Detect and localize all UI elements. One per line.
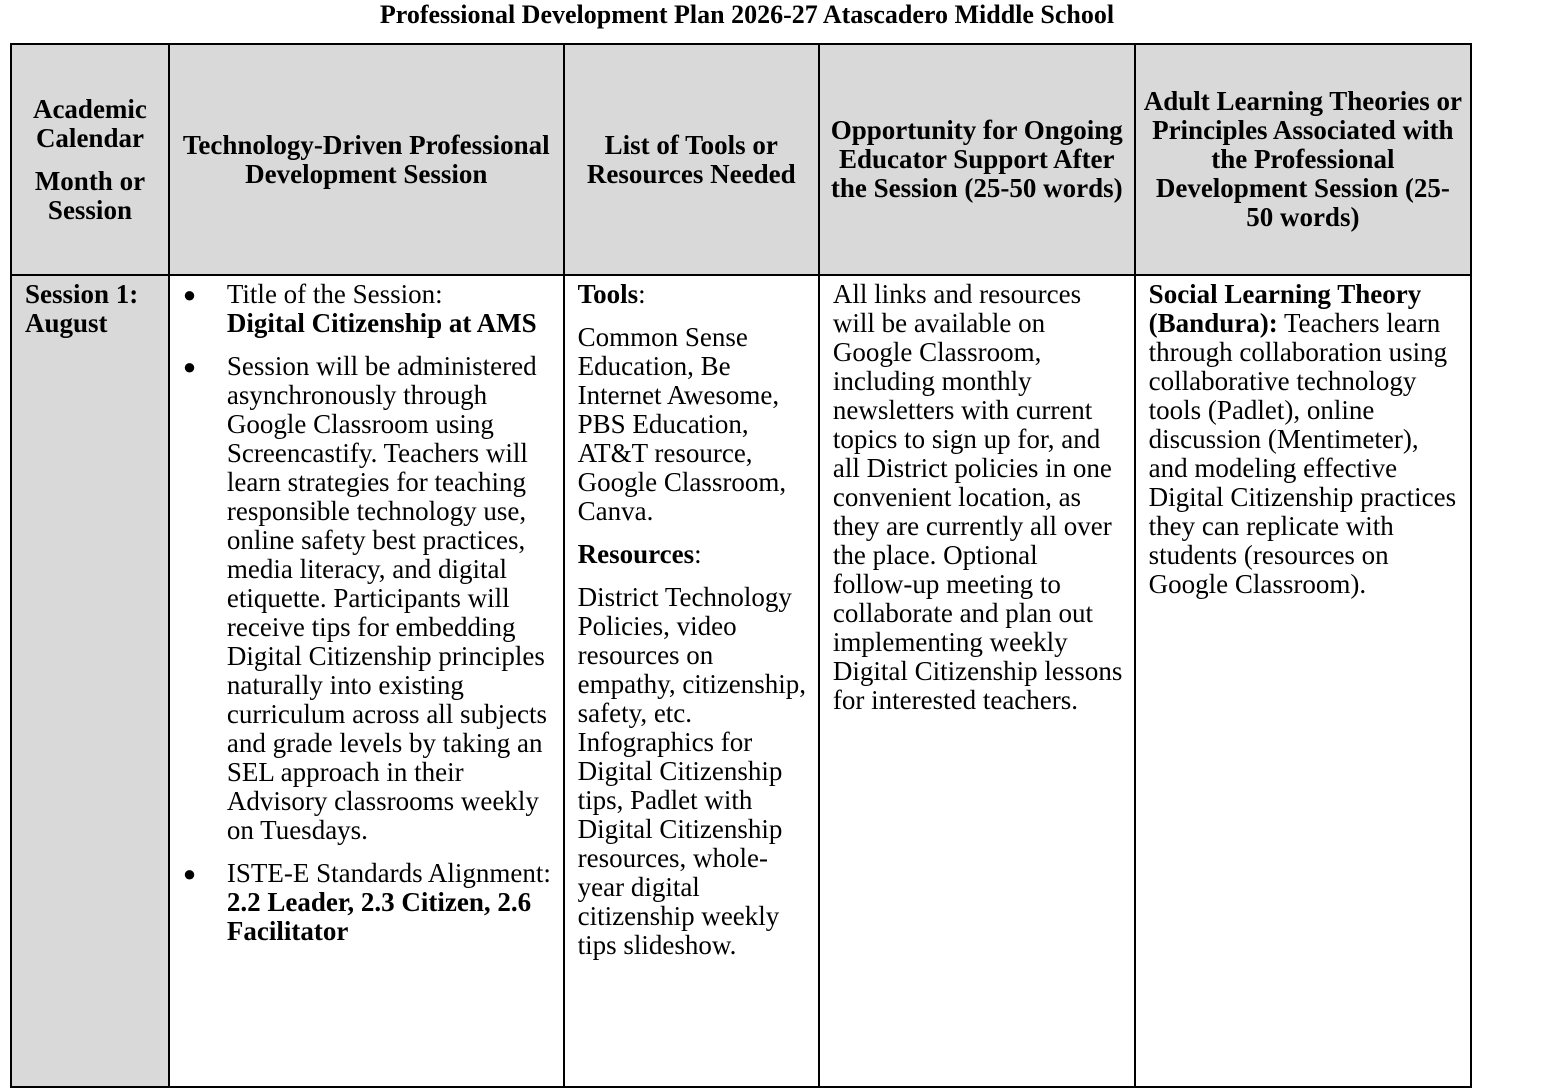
- theory-name: Social Learning Theory (Bandura):: [1148, 279, 1422, 338]
- session-label: Session 1: August: [25, 279, 139, 338]
- table-row: [11, 275, 1471, 1087]
- resources-text: District Technology Policies, video resources on empathy, citizenship, safety, etc. Infographics for Digital Citizenship tips, Padlet with Digital Citizenship resources, whole-year digital citizenship weekly tips slideshow.: [577, 582, 807, 960]
- header-academic-calendar-line1: Academic Calendar: [32, 93, 147, 153]
- list-item: [183, 352, 553, 845]
- tools-text: Common Sense Education, Be Internet Awesome, PBS Education, AT&T resource, Google Classroom, Canva.: [577, 322, 787, 526]
- bullet-icon: ●: [182, 354, 197, 379]
- session-cell: [11, 275, 169, 1087]
- resources-label: Resources: [577, 539, 695, 569]
- adult-learning-theory-cell: [1135, 275, 1471, 1087]
- list-item: [183, 859, 553, 946]
- table-header-row: [11, 44, 1471, 275]
- tools-colon: :: [638, 279, 646, 309]
- tools-heading: [578, 280, 808, 309]
- header-tools-resources: List of Tools or Resources Needed: [564, 44, 819, 275]
- resources-colon: :: [694, 539, 702, 569]
- document-title: Professional Development Plan 2026-27 Atascadero Middle School: [379, 0, 1115, 29]
- tools-resources-cell: [564, 275, 819, 1087]
- bullet-icon: ●: [182, 282, 197, 307]
- standards-label: ISTE-E Standards Alignment:: [226, 858, 551, 888]
- header-pd-session: Technology-Driven Professional Development Session: [169, 44, 564, 275]
- pd-session-bullet-list: [183, 280, 553, 946]
- header-academic-calendar: [11, 44, 169, 275]
- header-ongoing-support: Opportunity for Ongoing Educator Support After the Session (25-50 words): [819, 44, 1135, 275]
- bullet-icon: ●: [182, 861, 197, 886]
- theory-text: Teachers learn through collaboration using collaborative technology tools (Padlet), online discussion (Mentimeter), and modeling effective Digital Citizenship practices they can replicate with students (resources on Google Classroom).: [1148, 308, 1457, 599]
- session-title-value: Digital Citizenship at AMS: [226, 308, 537, 338]
- session-title-label: Title of the Session:: [226, 279, 443, 309]
- header-adult-learning-theories: Adult Learning Theories or Principles Associated with the Professional Development Session (25-50 words): [1135, 44, 1471, 275]
- pd-plan-table: [10, 43, 1472, 1088]
- session-description: Session will be administered asynchronously through Google Classroom using Screencastify. Teachers will learn strategies for teaching responsible technology use, online safety best practices, media literacy, and digital etiquette. Participants will receive tips for embedding Digital Citizenship principles naturally into existing curriculum across all subjects and grade levels by taking an SEL approach in their Advisory classrooms weekly on Tuesdays.: [226, 351, 548, 845]
- tools-label: Tools: [577, 279, 639, 309]
- ongoing-support-cell: [819, 275, 1135, 1087]
- list-item: [183, 280, 553, 338]
- ongoing-support-text: All links and resources will be available on Google Classroom, including monthly newsletters with current topics to sign up for, and all District policies in one convenient location, as they are currently all over the place. Optional follow-up meeting to collaborate and plan out implementing weekly Digital Citizenship lessons for interested teachers.: [832, 279, 1123, 715]
- resources-heading: [578, 540, 808, 569]
- pd-session-cell: [169, 275, 564, 1087]
- standards-value: 2.2 Leader, 2.3 Citizen, 2.6 Facilitator: [226, 887, 532, 946]
- header-academic-calendar-line2: Month or Session: [34, 165, 146, 225]
